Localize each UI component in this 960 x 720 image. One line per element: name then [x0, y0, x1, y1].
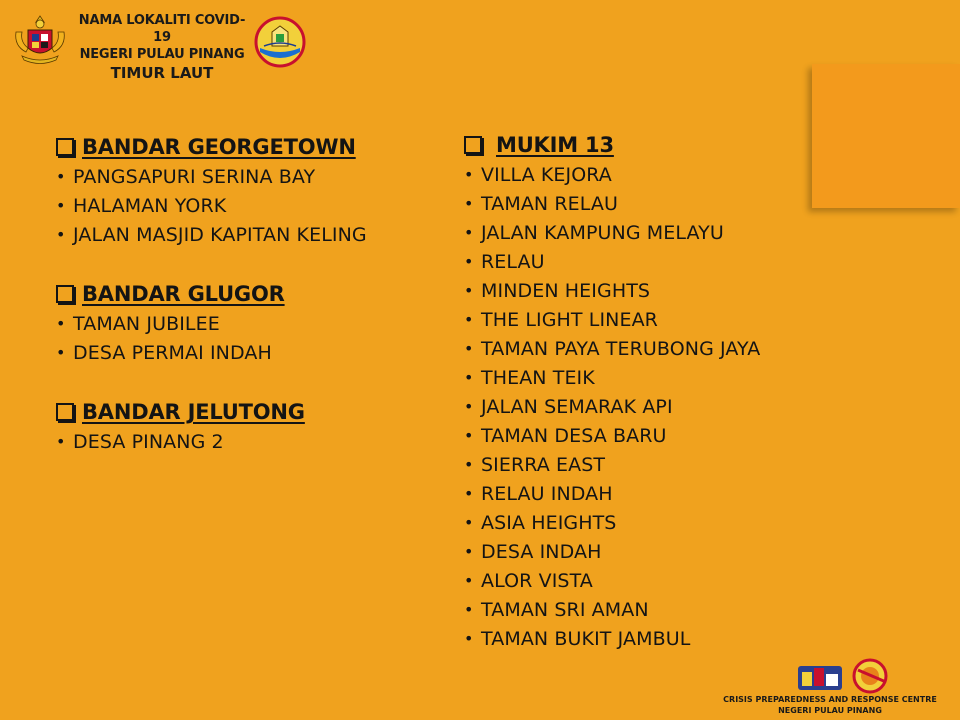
- list-item: [464, 276, 760, 305]
- bullet-icon: •: [464, 484, 474, 503]
- bullet-icon: •: [464, 571, 474, 590]
- list-item: [56, 220, 367, 249]
- bullet-icon: •: [464, 368, 474, 387]
- list-item: [464, 479, 760, 508]
- malaysia-coat-of-arms-icon: [10, 12, 70, 68]
- right-column: [464, 130, 760, 653]
- locality-name: JALAN MASJID KAPITAN KELING: [73, 223, 367, 246]
- locality-name: DESA PINANG 2: [73, 430, 224, 453]
- heading-text: BANDAR GEORGETOWN: [82, 135, 356, 159]
- locality-name: TAMAN SRI AMAN: [481, 598, 649, 621]
- locality-name: ALOR VISTA: [481, 569, 593, 592]
- decorative-accent-block: [812, 64, 960, 208]
- locality-name: RELAU INDAH: [481, 482, 613, 505]
- heading-text: MUKIM 13: [496, 133, 614, 157]
- bullet-icon: •: [464, 397, 474, 416]
- locality-name: TAMAN BUKIT JAMBUL: [481, 627, 691, 650]
- checkbox-square-icon: [56, 138, 74, 156]
- locality-name: VILLA KEJORA: [481, 163, 612, 186]
- bullet-icon: •: [56, 432, 66, 451]
- bullet-icon: •: [464, 252, 474, 271]
- locality-name: TAMAN JUBILEE: [73, 312, 220, 335]
- list-item: [56, 191, 367, 220]
- locality-name: PANGSAPURI SERINA BAY: [73, 165, 316, 188]
- list-item: [464, 450, 760, 479]
- locality-name: THEAN TEIK: [481, 366, 595, 389]
- bullet-icon: •: [464, 455, 474, 474]
- header-district: TIMUR LAUT: [110, 64, 214, 82]
- bullet-icon: •: [464, 339, 474, 358]
- bullet-icon: •: [56, 225, 66, 244]
- locality-name: DESA INDAH: [481, 540, 602, 563]
- locality-name: TAMAN DESA BARU: [481, 424, 667, 447]
- locality-name: JALAN SEMARAK API: [481, 395, 673, 418]
- bullet-icon: •: [464, 223, 474, 242]
- bullet-icon: •: [56, 167, 66, 186]
- checkbox-square-icon: [464, 136, 482, 154]
- list-item: [464, 595, 760, 624]
- list-item: [464, 363, 760, 392]
- list-item: [464, 305, 760, 334]
- locality-name: JALAN KAMPUNG MELAYU: [481, 221, 724, 244]
- section-heading: [464, 130, 760, 160]
- locality-name: SIERRA EAST: [481, 453, 606, 476]
- list-item: [464, 189, 760, 218]
- checkbox-square-icon: [56, 403, 74, 421]
- penang-state-emblem-icon: [254, 16, 306, 68]
- bullet-icon: •: [464, 165, 474, 184]
- heading-text: BANDAR JELUTONG: [82, 400, 305, 424]
- locality-name: DESA PERMAI INDAH: [73, 341, 272, 364]
- list-item: [464, 624, 760, 653]
- page-header-title: [74, 12, 250, 83]
- section-heading: [56, 397, 367, 427]
- locality-name: ASIA HEIGHTS: [481, 511, 617, 534]
- list-item: [464, 218, 760, 247]
- list-item: [56, 162, 367, 191]
- list-item: [56, 338, 367, 367]
- bullet-icon: •: [464, 281, 474, 300]
- group-jelutong: [56, 397, 367, 456]
- bullet-icon: •: [464, 542, 474, 561]
- list-item: [464, 566, 760, 595]
- list-item: [464, 247, 760, 276]
- header-line-1: NAMA LOKALITI COVID-19: [78, 13, 246, 45]
- bullet-icon: •: [56, 343, 66, 362]
- locality-name: TAMAN RELAU: [481, 192, 619, 215]
- bullet-icon: •: [464, 310, 474, 329]
- bullet-icon: •: [464, 629, 474, 648]
- section-heading: [56, 132, 367, 162]
- mukim-13-list: [464, 160, 760, 653]
- list-item: [464, 537, 760, 566]
- bullet-icon: •: [464, 600, 474, 619]
- locality-name: THE LIGHT LINEAR: [481, 308, 658, 331]
- locality-name: HALAMAN YORK: [73, 194, 227, 217]
- footer-line-2: NEGERI PULAU PINANG: [778, 706, 882, 715]
- footer-organisation: [700, 694, 960, 716]
- bullet-icon: •: [56, 196, 66, 215]
- list-item: [464, 160, 760, 189]
- section-heading: [56, 279, 367, 309]
- footer-line-1: CRISIS PREPAREDNESS AND RESPONSE CENTRE: [723, 695, 937, 704]
- list-item: [464, 392, 760, 421]
- header-line-2: NEGERI PULAU PINANG: [79, 47, 245, 62]
- list-item: [464, 421, 760, 450]
- heading-text: BANDAR GLUGOR: [82, 282, 285, 306]
- bullet-icon: •: [464, 426, 474, 445]
- left-column: [56, 132, 367, 456]
- bullet-icon: •: [464, 513, 474, 532]
- list-item: [56, 309, 367, 338]
- group-glugor: [56, 279, 367, 367]
- list-item: [464, 508, 760, 537]
- group-georgetown: [56, 132, 367, 249]
- locality-name: TAMAN PAYA TERUBONG JAYA: [481, 337, 761, 360]
- checkbox-square-icon: [56, 285, 74, 303]
- locality-name: MINDEN HEIGHTS: [481, 279, 651, 302]
- list-item: [56, 427, 367, 456]
- list-item: [464, 334, 760, 363]
- cprc-logo-icon: [796, 658, 896, 694]
- bullet-icon: •: [464, 194, 474, 213]
- locality-name: RELAU: [481, 250, 545, 273]
- bullet-icon: •: [56, 314, 66, 333]
